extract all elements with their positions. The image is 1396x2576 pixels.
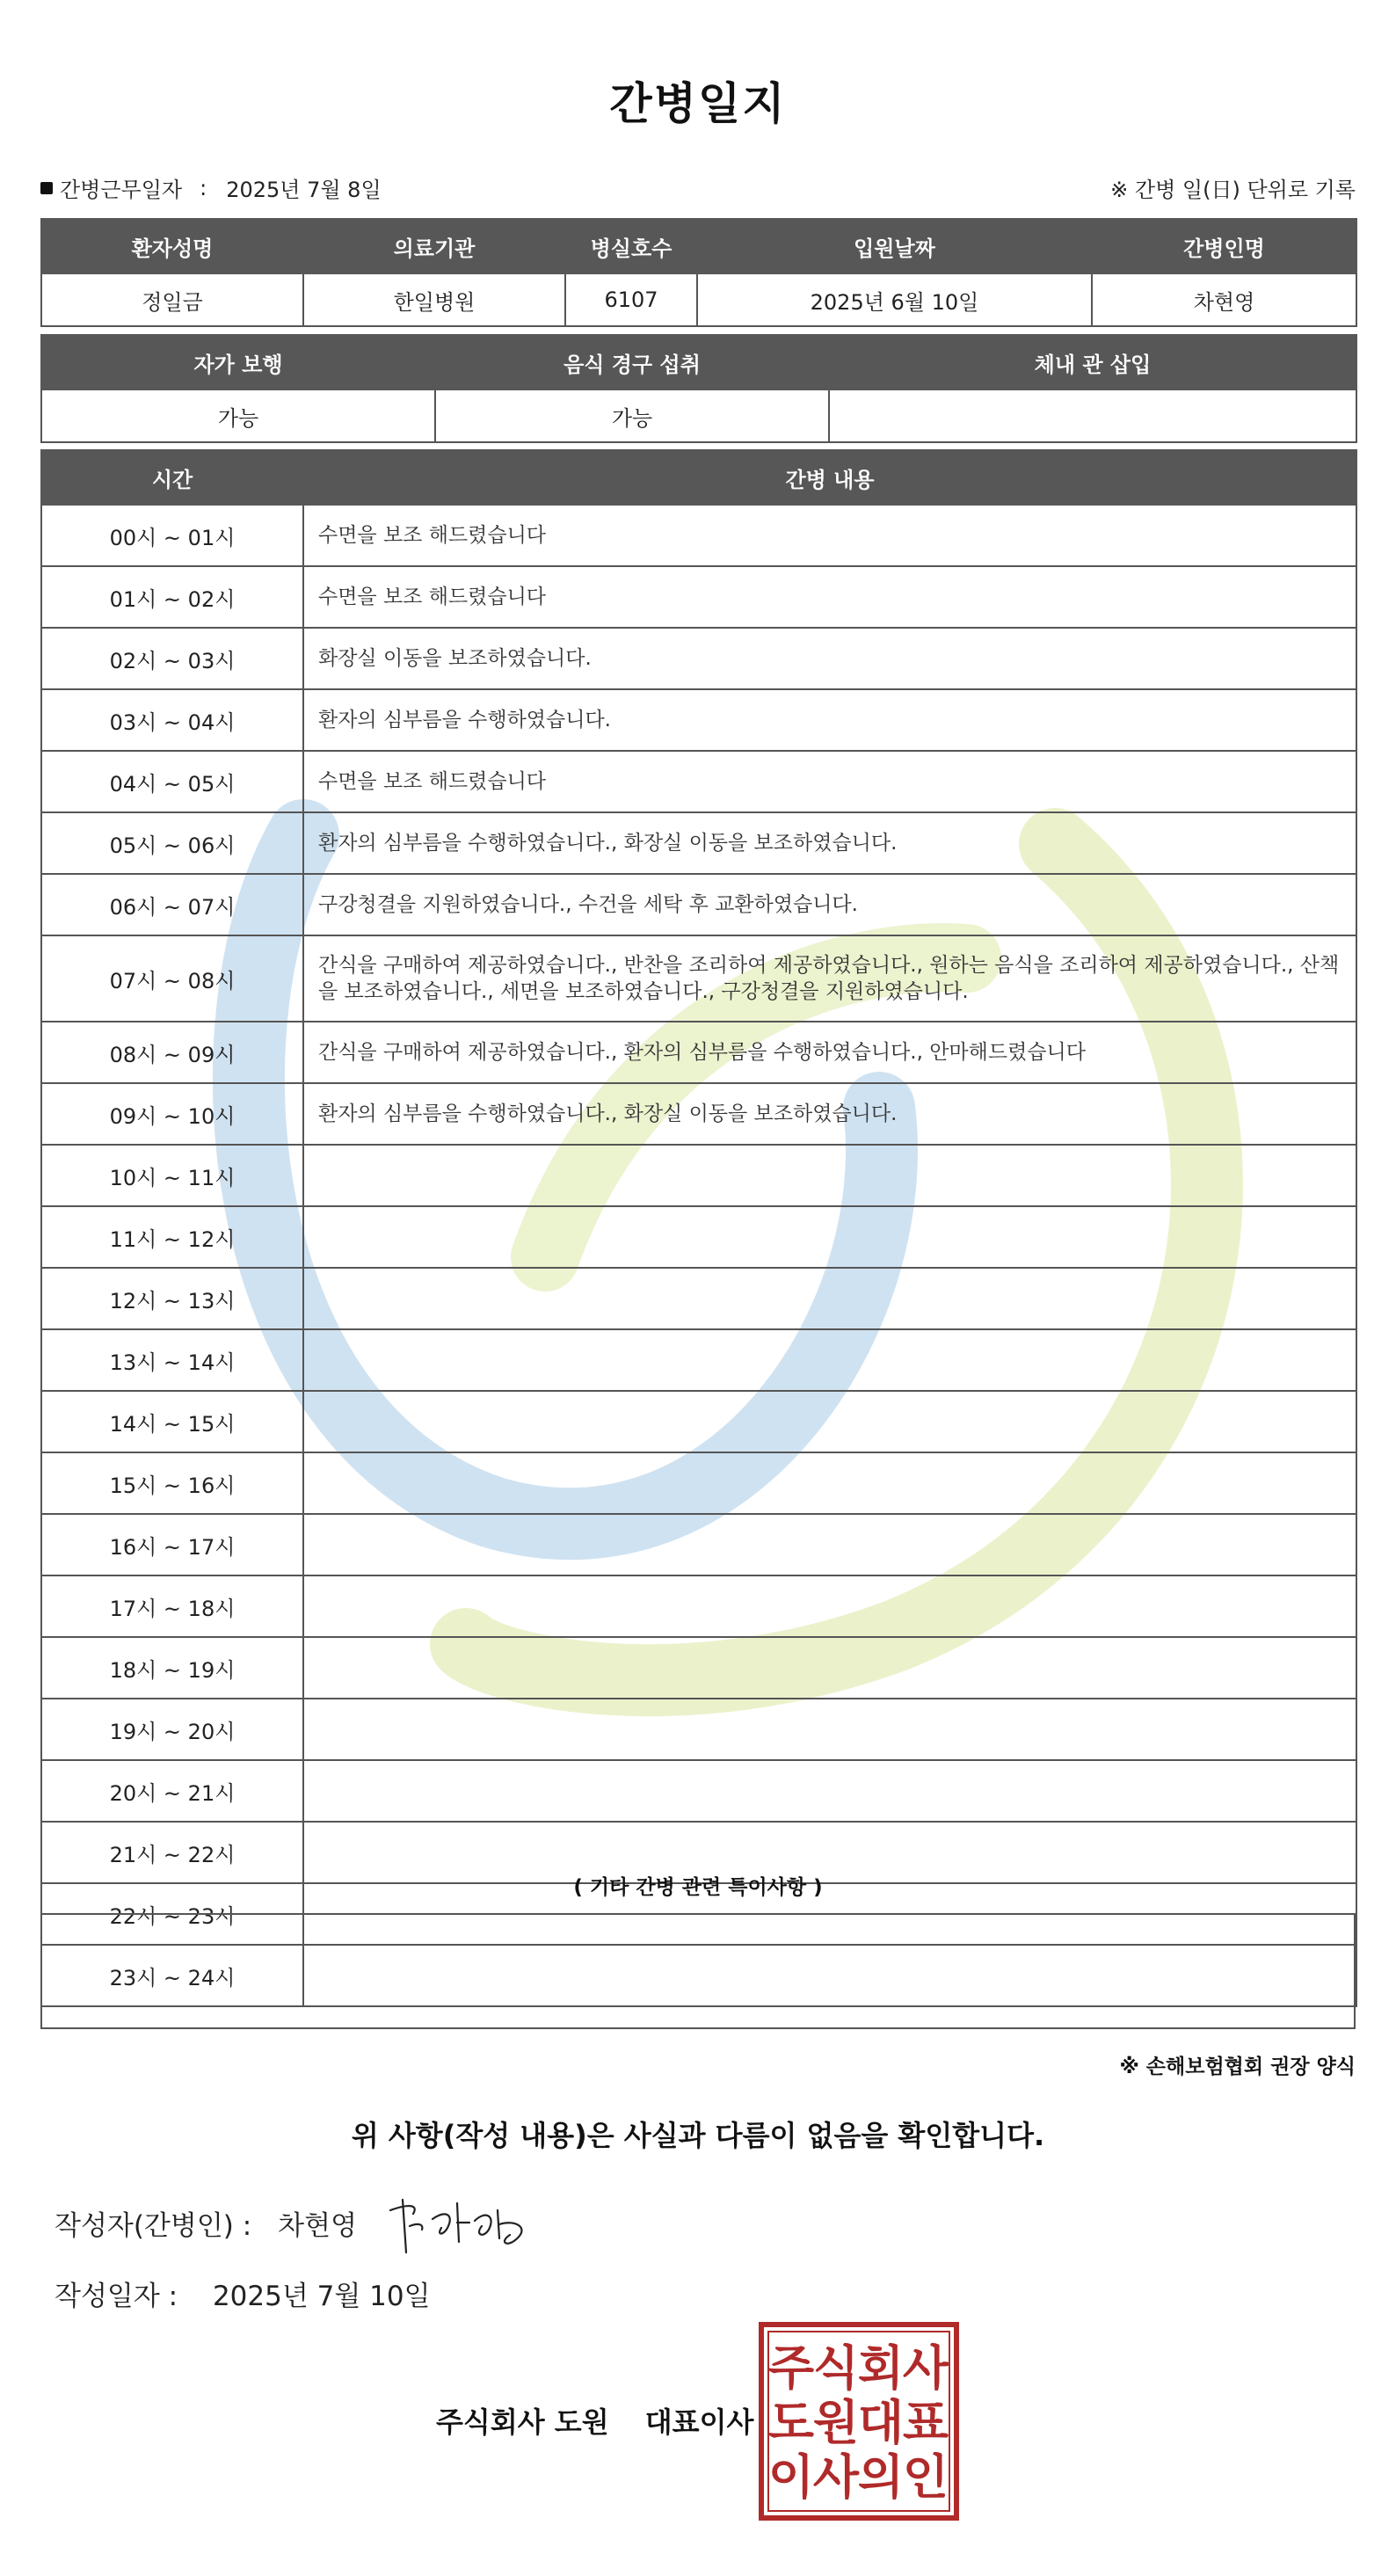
seal-character: 원 xyxy=(812,2395,860,2450)
header-admission-date: 입원날짜 xyxy=(697,219,1092,273)
seal-character: 사 xyxy=(902,2340,949,2396)
log-row-time: 15시 ~ 16시 xyxy=(41,1452,303,1514)
log-row-time: 12시 ~ 13시 xyxy=(41,1268,303,1329)
log-row-content xyxy=(303,1514,1356,1575)
log-row-time: 23시 ~ 24시 xyxy=(41,1945,303,2006)
seal-character: 회 xyxy=(857,2340,905,2396)
author-label: 작성자(간병인) : xyxy=(55,2210,252,2242)
written-date-label: 작성일자 : xyxy=(55,2281,178,2312)
log-row xyxy=(41,689,1356,751)
log-row xyxy=(41,505,1356,566)
self-walking-value: 가능 xyxy=(41,389,435,442)
admission-date-value: 2025년 6월 10일 xyxy=(697,273,1092,326)
log-row-content xyxy=(303,1760,1356,1822)
unit-note: ※ 간병 일(日) 단위로 기록 xyxy=(1110,178,1356,202)
patient-info-value-row xyxy=(41,273,1356,326)
log-row-time: 07시 ~ 08시 xyxy=(41,935,303,1022)
patient-info-header-row xyxy=(41,219,1356,273)
log-row-content: 구강청결을 지원하였습니다., 수건을 세탁 후 교환하였습니다. xyxy=(303,874,1356,935)
log-row-time: 00시 ~ 01시 xyxy=(41,505,303,566)
header-time: 시간 xyxy=(41,450,303,505)
log-row-time: 18시 ~ 19시 xyxy=(41,1637,303,1699)
handwritten-signature xyxy=(383,2184,542,2263)
work-date-value: 2025년 7월 8일 xyxy=(226,178,382,202)
header-oral-intake: 음식 경구 섭취 xyxy=(435,335,829,389)
patient-info-table xyxy=(40,218,1357,327)
log-row-content: 간식을 구매하여 제공하였습니다., 반찬을 조리하여 제공하였습니다., 원하는 음식을 조리하여 제공하였습니다., 산책을 보조하였습니다., 세면을 보조하였습니다., 구강청결을 지원하였습니다. xyxy=(303,935,1356,1022)
patient-status-table xyxy=(40,334,1357,443)
hospital-value: 한일병원 xyxy=(303,273,565,326)
log-row-content xyxy=(303,1637,1356,1699)
log-row-time: 11시 ~ 12시 xyxy=(41,1206,303,1268)
company-signoff xyxy=(436,2400,753,2441)
log-row-content: 환자의 심부름을 수행하였습니다., 화장실 이동을 보조하였습니다. xyxy=(303,812,1356,874)
log-row xyxy=(41,1022,1356,1083)
log-row xyxy=(41,874,1356,935)
log-row-content: 환자의 심부름을 수행하였습니다., 화장실 이동을 보조하였습니다. xyxy=(303,1083,1356,1145)
log-row-time: 17시 ~ 18시 xyxy=(41,1575,303,1637)
log-row xyxy=(41,566,1356,628)
log-row-content: 수면을 보조 해드렸습니다 xyxy=(303,566,1356,628)
seal-character: 의 xyxy=(857,2449,905,2505)
written-date-row xyxy=(55,2274,431,2313)
seal-character: 인 xyxy=(902,2449,949,2505)
log-row-time: 10시 ~ 11시 xyxy=(41,1145,303,1206)
meta-row xyxy=(40,172,1356,207)
log-row xyxy=(41,935,1356,1022)
log-row-content: 간식을 구매하여 제공하였습니다., 환자의 심부름을 수행하였습니다., 안마해드렸습니다 xyxy=(303,1022,1356,1083)
header-self-walking: 자가 보행 xyxy=(41,335,435,389)
seal-character: 식 xyxy=(812,2340,860,2396)
log-row-content: 수면을 보조 해드렸습니다 xyxy=(303,505,1356,566)
seal-character: 대 xyxy=(857,2395,905,2450)
bullet-square-icon xyxy=(40,182,53,194)
log-row xyxy=(41,1329,1356,1391)
log-row-content xyxy=(303,1206,1356,1268)
header-care-content: 간병 내용 xyxy=(303,450,1356,505)
log-row-time: 04시 ~ 05시 xyxy=(41,751,303,812)
company-seal-stamp xyxy=(758,2321,960,2521)
company-role: 대표이사 xyxy=(644,2405,754,2439)
log-row xyxy=(41,751,1356,812)
header-hospital: 의료기관 xyxy=(303,219,565,273)
log-row-time: 09시 ~ 10시 xyxy=(41,1083,303,1145)
form-footnote: ※ 손해보험협회 권장 양식 xyxy=(1119,2056,1356,2078)
log-row xyxy=(41,1206,1356,1268)
header-tube-insertion: 체내 관 삽입 xyxy=(829,335,1356,389)
log-row xyxy=(41,628,1356,689)
log-row xyxy=(41,1268,1356,1329)
log-row-content xyxy=(303,1268,1356,1329)
seal-character: 주 xyxy=(767,2340,815,2396)
log-body xyxy=(41,505,1356,2006)
work-date-label: 간병근무일자 xyxy=(60,178,183,202)
log-row xyxy=(41,1391,1356,1452)
log-row xyxy=(41,1637,1356,1699)
log-row-time: 03시 ~ 04시 xyxy=(41,689,303,751)
work-date xyxy=(40,172,382,203)
log-row-content xyxy=(303,1575,1356,1637)
log-row-content xyxy=(303,1391,1356,1452)
log-row-time: 21시 ~ 22시 xyxy=(41,1822,303,1883)
log-row-content xyxy=(303,1452,1356,1514)
seal-character: 이 xyxy=(767,2449,815,2505)
patient-name-value: 정일금 xyxy=(41,273,303,326)
log-row-time: 20시 ~ 21시 xyxy=(41,1760,303,1822)
written-date-value: 2025년 7월 10일 xyxy=(212,2281,431,2312)
log-row xyxy=(41,812,1356,874)
seal-character: 도 xyxy=(767,2395,815,2450)
confirmation-statement: 위 사항(작성 내용)은 사실과 다름이 없음을 확인합니다. xyxy=(351,2119,1045,2152)
log-row-content xyxy=(303,1145,1356,1206)
log-row-time: 01시 ~ 02시 xyxy=(41,566,303,628)
log-row-content xyxy=(303,1699,1356,1760)
oral-intake-value: 가능 xyxy=(435,389,829,442)
work-date-colon: : xyxy=(200,175,207,200)
log-header-row xyxy=(41,450,1356,505)
log-row-time: 06시 ~ 07시 xyxy=(41,874,303,935)
header-patient-name: 환자성명 xyxy=(41,219,303,273)
document-title: 간병일지 xyxy=(609,78,787,129)
log-row-time: 19시 ~ 20시 xyxy=(41,1699,303,1760)
remarks-box xyxy=(40,1913,1356,2029)
room-number-value: 6107 xyxy=(565,273,697,326)
log-row-content: 환자의 심부름을 수행하였습니다. xyxy=(303,689,1356,751)
remarks-title: ( 기타 간병 관련 특이사항 ) xyxy=(573,1876,823,1899)
seal-character: 표 xyxy=(902,2395,949,2450)
log-row-time: 05시 ~ 06시 xyxy=(41,812,303,874)
log-row xyxy=(41,1145,1356,1206)
log-row xyxy=(41,1699,1356,1760)
log-row xyxy=(41,1760,1356,1822)
caregiver-name-value: 차현영 xyxy=(1092,273,1356,326)
log-row xyxy=(41,1452,1356,1514)
company-name: 주식회사 도원 xyxy=(436,2405,609,2439)
patient-status-value-row xyxy=(41,389,1356,442)
log-row-time: 02시 ~ 03시 xyxy=(41,628,303,689)
log-row-content xyxy=(303,1329,1356,1391)
hourly-care-log-table xyxy=(40,449,1357,2007)
patient-status-header-row xyxy=(41,335,1356,389)
log-row-content: 수면을 보조 해드렸습니다 xyxy=(303,751,1356,812)
log-row-time: 16시 ~ 17시 xyxy=(41,1514,303,1575)
log-row-time: 22시 ~ 23시 xyxy=(41,1883,303,1945)
header-caregiver-name: 간병인명 xyxy=(1092,219,1356,273)
author-row xyxy=(55,2203,357,2243)
header-room-number: 병실호수 xyxy=(565,219,697,273)
log-row-time: 14시 ~ 15시 xyxy=(41,1391,303,1452)
tube-insertion-value xyxy=(829,389,1356,442)
seal-character: 사 xyxy=(812,2449,860,2505)
log-row xyxy=(41,1514,1356,1575)
log-row xyxy=(41,1083,1356,1145)
log-row-time: 13시 ~ 14시 xyxy=(41,1329,303,1391)
log-row-content: 화장실 이동을 보조하였습니다. xyxy=(303,628,1356,689)
author-name: 차현영 xyxy=(278,2210,358,2242)
log-row xyxy=(41,1575,1356,1637)
log-row-time: 08시 ~ 09시 xyxy=(41,1022,303,1083)
